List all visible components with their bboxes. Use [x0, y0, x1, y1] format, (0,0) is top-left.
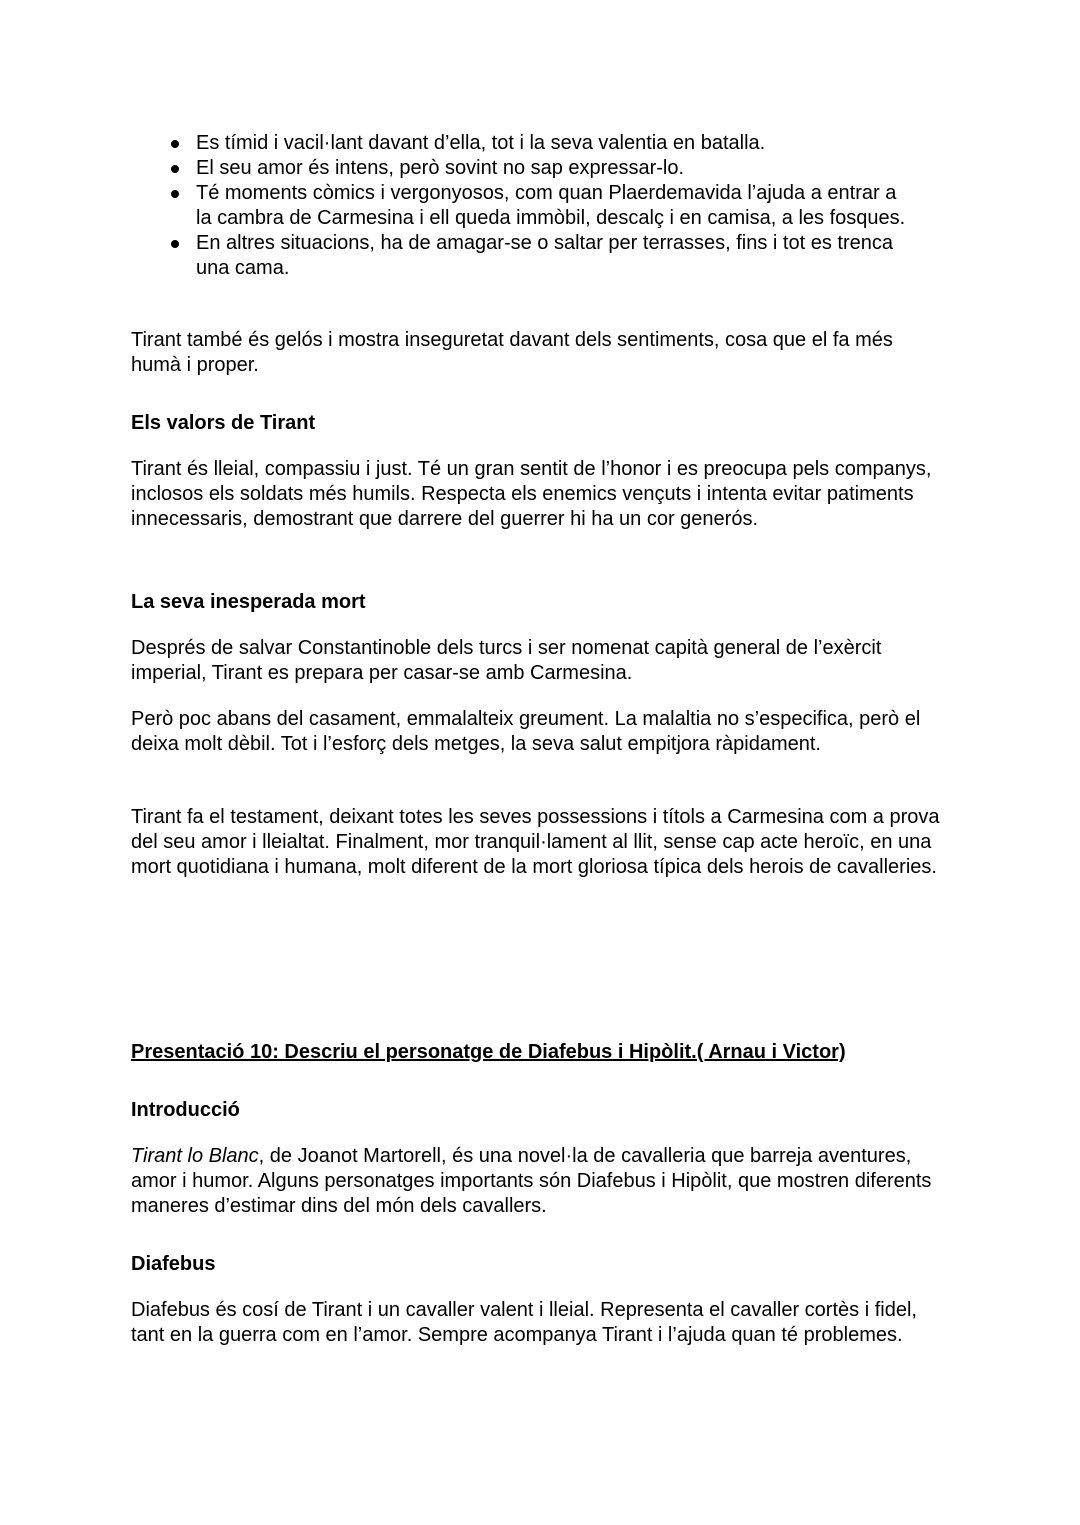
intro-text: , de Joanot Martorell, és una novel·la de cavalleria que barreja aventures, amor i humor. Alguns personatges importants són Diafebus i Hipòlit, que mostren diferents maneres d’estimar dins del món dels cavallers.	[131, 1145, 932, 1217]
section-title: Presentació 10: Descriu el personatge de Diafebus i Hipòlit.( Arnau i Victor)	[131, 1041, 846, 1063]
list-item: Té moments còmics i vergonyosos, com quan Plaerdemavida l’ajuda a entrar a la cambra de Carmesina i ell queda immòbil, descalç i en camisa, a les fosques.	[131, 181, 953, 231]
paragraph-valors: Tirant és lleial, compassiu i just. Té un gran sentit de l’honor i es preocupa pels companys, inclosos els soldats més humils. Respecta els enemics vençuts i intenta evitar patiments innecessaris, demostrant que darrere del guerrer hi ha un cor generós.	[131, 458, 932, 530]
heading-diafebus: Diafebus	[131, 1253, 216, 1275]
paragraph-intro	[131, 1144, 941, 1219]
list-item: El seu amor és intens, però sovint no sap expressar-lo.	[131, 156, 953, 181]
heading-mort: La seva inesperada mort	[131, 591, 366, 613]
paragraph-mort-2: Però poc abans del casament, emmalalteix greument. La malaltia no s’especifica, però el deixa molt dèbil. Tot i l’esforç dels metges, la seva salut empitjora ràpidament.	[131, 708, 921, 755]
paragraph-mort-3: Tirant fa el testament, deixant totes les seves possessions i títols a Carmesina com a prova del seu amor i lleialtat. Finalment, mor tranquil·lament al llit, sense cap acte heroïc, en una mort quotidiana i humana, molt diferent de la mort gloriosa típica dels herois de cavalleries.	[131, 806, 940, 878]
paragraph-mort-1: Després de salvar Constantinoble dels turcs i ser nomenat capità general de l’exèrcit imperial, Tirant es prepara per casar-se amb Carmesina.	[131, 637, 882, 684]
bullet-list	[131, 131, 953, 281]
book-title: Tirant lo Blanc	[131, 1145, 259, 1167]
list-item: En altres situacions, ha de amagar-se o saltar per terrasses, fins i tot es trenca una cama.	[131, 231, 953, 281]
heading-valors: Els valors de Tirant	[131, 412, 316, 434]
paragraph-jealousy: Tirant també és gelós i mostra inseguretat davant dels sentiments, cosa que el fa més humà i proper.	[131, 329, 893, 376]
paragraph-diafebus: Diafebus és cosí de Tirant i un cavaller valent i lleial. Representa el cavaller cortès i fidel, tant en la guerra com en l’amor. Sempre acompanya Tirant i l’ajuda quan té problemes.	[131, 1299, 917, 1346]
list-item: Es tímid i vacil·lant davant d’ella, tot i la seva valentia en batalla.	[131, 131, 953, 156]
heading-introduccio: Introducció	[131, 1099, 240, 1121]
